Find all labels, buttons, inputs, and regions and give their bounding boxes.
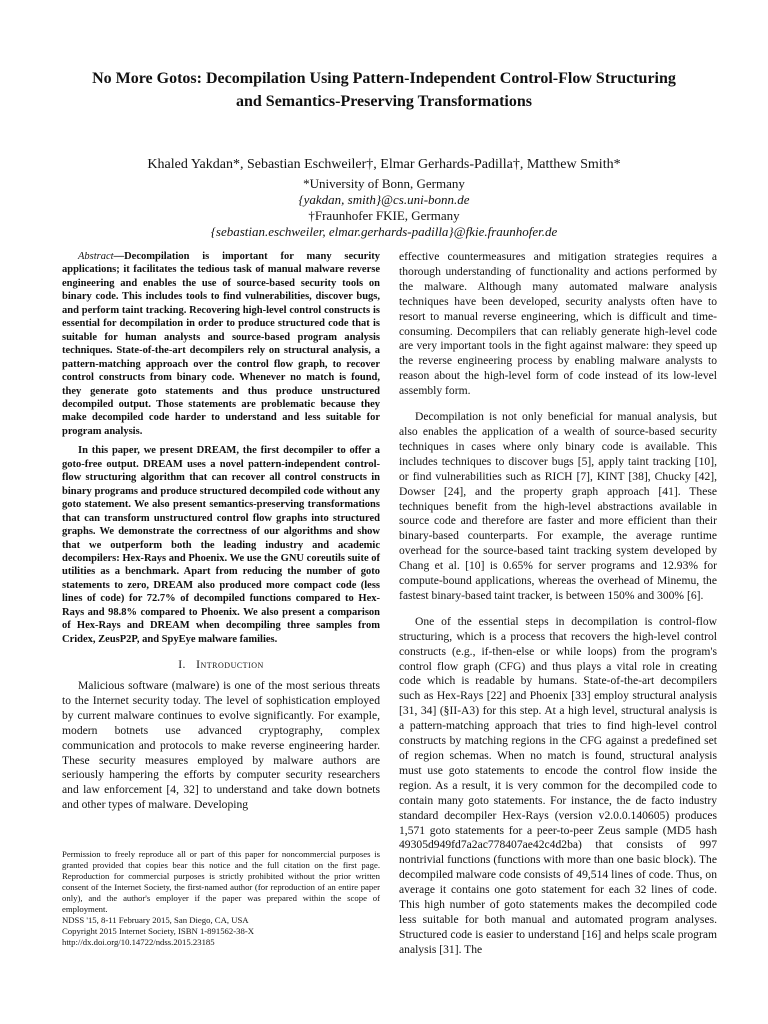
email-bonn: {yakdan, smith}@cs.uni-bonn.de xyxy=(298,192,470,207)
footnote-conference: NDSS '15, 8-11 February 2015, San Diego, CA, USA xyxy=(62,915,249,925)
author-names: Khaled Yakdan*, Sebastian Eschweiler†, Elmar Gerhards-Padilla†, Matthew Smith* xyxy=(147,157,621,172)
title-line-2: and Semantics-Preserving Transformations xyxy=(236,93,532,110)
abstract xyxy=(62,250,380,646)
body-paragraph-control-flow-structuring: One of the essential steps in decompilation is control-flow structuring, which is a process that recovers the high-level control constructs (e.g., if-then-else or while loops) from the program's control flow graph (CFG) and thus plays a vital role in creating code which is readable by humans. State-of-the-art decompilers such as Hex-Rays [22] and Phoenix [33] employ structural analysis [31, 34] (§II-A3) for this step. At a high level, structural analysis is a pattern-matching approach that tries to find high-level control constructs by matching regions in the CFG against a predefined set of region schemas. When no match is found, structural analysis must use goto statements to encode the control flow inside the region. As a result, it is very common for the decompiled code to contain many goto statements. For instance, the de facto industry standard decompiler Hex-Rays (version v2.0.0.140605) produces 1,571 goto statements for a peer-to-peer Zeus sample (MD5 hash 49305d949fd7a2ac778407ae42c4d2ba) that consists of 997 nontrivial functions (functions with more than one basic block). The decompiled malware code consists of 49,514 lines of code. Thus, on average it contains one goto statement for each 32 lines of code. This high number of goto statements makes the decompiled code less suitable for both manual and automated program analyses. Structured code is easier to understand [16] and helps scale program analysis [31]. The xyxy=(399,614,717,956)
title-line-1: No More Gotos: Decompilation Using Pattern-Independent Control-Flow Structuring xyxy=(92,70,676,87)
footnote-doi-link[interactable]: http://dx.doi.org/10.14722/ndss.2015.23185 xyxy=(62,937,215,947)
email-fkie: {sebastian.eschweiler, elmar.gerhards-padilla}@fkie.fraunhofer.de xyxy=(210,224,558,239)
body-paragraph-decompilation-benefits: Decompilation is not only beneficial for manual analysis, but also enables the application of a wealth of source-based security techniques in cases where only binary code is available. This includes techniques to discover bugs [5], apply taint tracking [10], or find vulnerabilities such as RICH [7], KINT [38], Chucky [42], Dowser [24], and the property graph approach [41]. These techniques benefit from the high-level abstractions available in source code and therefore are faster and more efficient than their binary-based counterparts. For example, the average runtime overhead for the source-based taint tracking system developed by Chang et al. [10] is 0.65% for server programs and 12.93% for compute-bound applications, whereas the overhead of Minemu, the fastest binary-based taint tracker, is between 150% and 300% [6]. xyxy=(399,410,717,602)
copyright-footnote xyxy=(62,849,380,948)
abstract-label: Abstract xyxy=(78,251,114,262)
paper-title xyxy=(30,67,738,113)
intro-paragraph-1: Malicious software (malware) is one of the most serious threats to the Internet security today. The level of sophistication employed by current malware continues to evolve significantly. For example, modern botnets use advanced cryptography, complex communication and protocols to make reverse engineering harder. These security measures employed by malware authors are seriously hampering the efforts by computer security researchers and law enforcement [4, 32] to understand and take down botnets and other types of malware. Developing xyxy=(62,679,380,812)
body-paragraph-continued: effective countermeasures and mitigation strategies requires a thorough understanding of functionality and actions performed by the malware. Although many automated malware analysis techniques have been developed, security analysts often have to resort to manual reverse engineering, which is difficult and time-consuming. Decompilers that can reliably generate high-level code are very important tools in the fight against malware: they speed up the reverse engineering process by enabling malware analysts to reason about the high-level form of code instead of its low-level assembly form. xyxy=(399,250,717,398)
section-number: I. xyxy=(178,658,186,672)
affiliation-bonn: *University of Bonn, Germany xyxy=(303,176,465,191)
section-heading-introduction xyxy=(62,658,380,673)
right-column xyxy=(399,250,717,969)
left-column xyxy=(62,250,380,823)
footnote-copyright: Copyright 2015 Internet Society, ISBN 1-891562-38-X xyxy=(62,926,254,936)
abstract-paragraph-2: In this paper, we present DREAM, the first decompiler to offer a goto-free output. DREAM uses a novel pattern-independent control-flow structuring algorithm that can recover all control constructs in binary programs and produce structured decompiled code without any goto statement. We also present semantics-preserving transformations that can transform unstructured control flow graphs into structured graphs. We demonstrate the correctness of our algorithms and show that we outperform both the leading industry and academic decompilers: Hex-Rays and Phoenix. We use the GNU coreutils suite of utilities as a benchmark. Apart from reducing the number of goto statements to zero, DREAM also produced more compact code (less lines of code) for 72.7% of decompiled functions compared to Hex-Rays and 98.8% compared to Phoenix. We also present a comparison of Hex-Rays and DREAM when decompiling three samples from Cridex, ZeusP2P, and SpyEye malware families. xyxy=(62,445,380,645)
footnote-permission: Permission to freely reproduce all or part of this paper for noncommercial purposes is granted provided that copies bear this notice and the full citation on the first page. Reproduction for commercial purposes is strictly prohibited without the prior written consent of the Internet Society, the first-named author (for reproduction of an entire paper only), and the author's employer if the paper was prepared within the scope of employment. xyxy=(62,849,380,914)
affiliation-fkie: †Fraunhofer FKIE, Germany xyxy=(308,208,460,223)
section-title: Introduction xyxy=(196,658,264,672)
abstract-paragraph-1: Abstract—Decompilation is important for many security applications; it facilitates the tedious task of manual malware reverse engineering and enables the use of source-based security tools on binary code. This includes tools to find vulnerabilities, discover bugs, and perform taint tracking. Recovering high-level control constructs is essential for decompilation in order to produce structured code that is suitable for human analysts and source-based program analysis techniques. State-of-the-art decompilers rely on structural analysis, a pattern-matching approach over the control flow graph, to recover control constructs from binary code. Whenever no match is found, they generate goto statements and thus produce unstructured decompiled output. Those statements are problematic because they make decompiled code harder to understand and less suitable for program analysis. xyxy=(62,251,380,437)
author-block xyxy=(30,157,738,240)
